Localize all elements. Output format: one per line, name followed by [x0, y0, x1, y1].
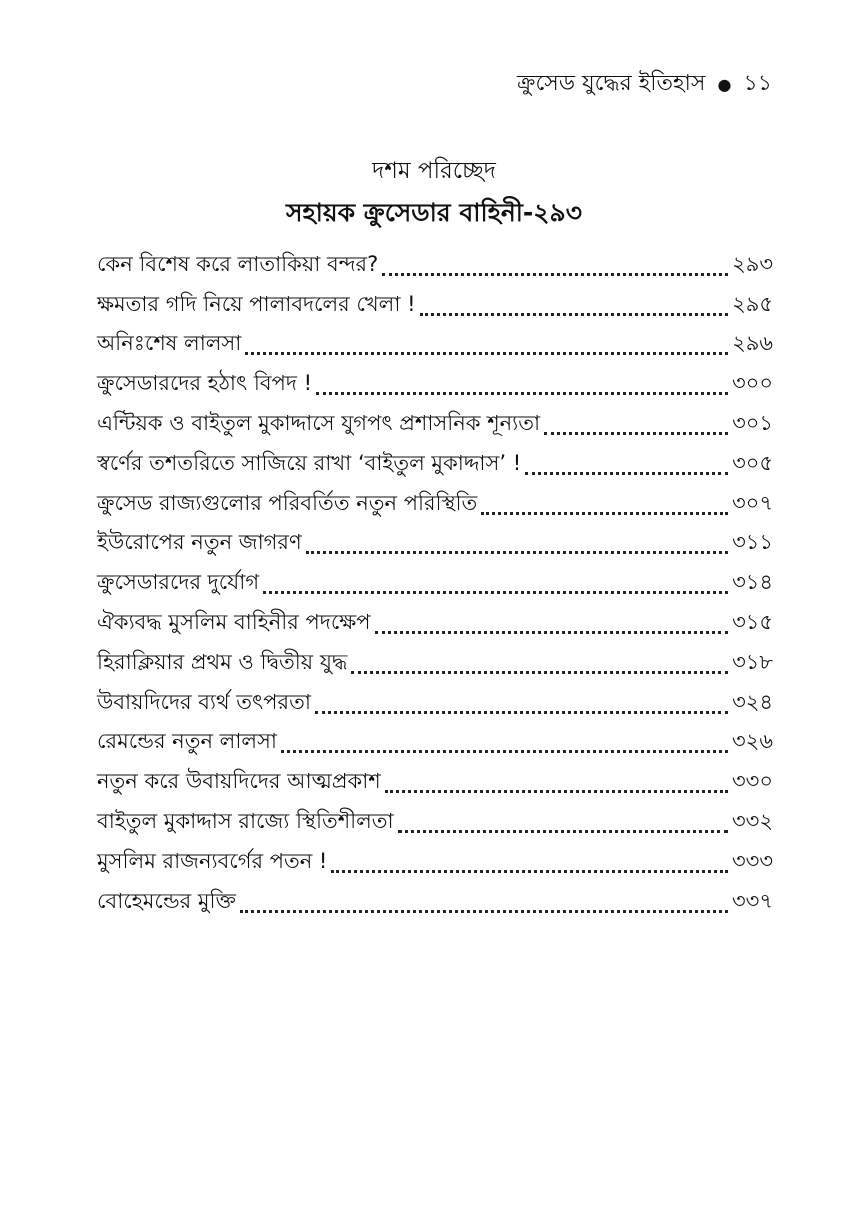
chapter-label: দশম পরিচ্ছেদ [372, 158, 496, 184]
running-title: ক্রুসেড যুদ্ধের ইতিহাস [517, 71, 706, 96]
toc-entry-title: অনিঃশেষ লালসা [97, 331, 242, 356]
dot-leader [240, 910, 728, 913]
toc-entry [97, 442, 773, 482]
toc-entry-page: ৩৩৭ [732, 888, 773, 913]
toc-entry-page: ৩২৬ [732, 729, 773, 754]
toc-entry [97, 522, 773, 562]
toc-entry-title: হিরাক্লিয়ার প্রথম ও দ্বিতীয় যুদ্ধ [97, 649, 348, 674]
toc-entry-page: ৩৩০ [732, 769, 773, 794]
dot-leader [315, 711, 728, 714]
dot-leader [398, 830, 728, 833]
toc-entry-title: ইউরোপের নতুন জাগরণ [97, 530, 302, 555]
toc-entry-page: ২৯৬ [732, 331, 773, 356]
toc-entry-page: ৩১৮ [732, 649, 773, 674]
toc-entry [97, 402, 773, 442]
dot-leader [382, 273, 728, 276]
toc-entry-page: ৩০০ [732, 371, 773, 396]
toc-entry-title: ক্রুসেডারদের দুর্যোগ [97, 570, 260, 595]
dot-leader [351, 671, 728, 674]
toc-entry-page: ৩৩৩ [732, 848, 773, 873]
toc-entry-page: ২৯৫ [732, 291, 773, 316]
dot-leader [331, 870, 728, 873]
dot-leader [245, 352, 728, 355]
toc-entry [97, 482, 773, 522]
toc-entry-title: ক্রুসেড রাজ্যগুলোর পরিবর্তিত নতুন পরিস্থিতি [97, 490, 478, 515]
toc-entry [97, 601, 773, 641]
toc-entry [97, 840, 773, 880]
dot-leader [281, 750, 728, 753]
toc-entry-page: ৩০৫ [732, 450, 773, 475]
toc-entry [97, 681, 773, 721]
toc-entry-page: ৩১৫ [732, 609, 773, 634]
toc-entry [97, 243, 773, 283]
dot-leader [385, 790, 728, 793]
dot-leader [375, 631, 729, 634]
toc-entry-page: ৩০৭ [732, 490, 773, 515]
toc-entry-page: ৩১৪ [732, 570, 773, 595]
dot-leader [544, 432, 728, 435]
toc-entry-title: বোহেমন্ডের মুক্তি [97, 888, 236, 913]
toc-entry-title: এন্টিয়ক ও বাইতুল মুকাদ্দাসে যুগপৎ প্রশাসনিক শূন্যতা [97, 410, 541, 435]
toc-entry-page: ৩২৪ [732, 689, 773, 714]
toc-entry [97, 800, 773, 840]
toc-entry-page: ২৯৩ [732, 251, 773, 276]
dot-leader [525, 472, 728, 475]
dot-leader [316, 392, 728, 395]
table-of-contents [97, 243, 773, 920]
toc-entry [97, 283, 773, 323]
running-header [517, 66, 772, 103]
toc-entry [97, 721, 773, 761]
toc-entry [97, 880, 773, 920]
toc-entry [97, 641, 773, 681]
toc-entry-title: ক্ষমতার গদি নিয়ে পালাবদলের খেলা ! [97, 291, 416, 316]
toc-entry [97, 323, 773, 363]
dot-leader [306, 551, 728, 554]
toc-entry-title: স্বর্ণের তশতরিতে সাজিয়ে রাখা ‘বাইতুল মুকাদ্দাস’ ! [97, 450, 522, 475]
toc-entry-page: ৩১১ [732, 530, 773, 555]
toc-entry-page: ৩৩২ [732, 808, 773, 833]
toc-entry [97, 362, 773, 402]
dot-leader [481, 512, 728, 515]
toc-entry [97, 561, 773, 601]
toc-entry-title: নতুন করে উবায়দিদের আত্মপ্রকাশ [97, 769, 381, 794]
toc-entry [97, 760, 773, 800]
toc-entry-title: ঐক্যবদ্ধ মুসলিম বাহিনীর পদক্ষেপ [97, 609, 371, 634]
toc-entry-title: উবায়দিদের ব্যর্থ তৎপরতা [97, 689, 311, 714]
chapter-title: সহায়ক ক্রুসেডার বাহিনী-২৯৩ [285, 198, 583, 227]
dot-leader [263, 591, 728, 594]
toc-entry-title: বাইতুল মুকাদ্দাস রাজ্যে স্থিতিশীলতা [97, 808, 394, 833]
bullet-separator: ● [717, 75, 732, 94]
toc-entry-title: কেন বিশেষ করে লাতাকিয়া বন্দর? [97, 251, 379, 276]
page-number: ১১ [743, 71, 772, 96]
toc-entry-title: ক্রুসেডারদের হঠাৎ বিপদ ! [97, 371, 312, 396]
toc-entry-title: মুসলিম রাজন্যবর্গের পতন ! [97, 848, 328, 873]
toc-entry-title: রেমন্ডের নতুন লালসা [97, 729, 278, 754]
dot-leader [420, 313, 729, 316]
toc-entry-page: ৩০১ [732, 410, 773, 435]
